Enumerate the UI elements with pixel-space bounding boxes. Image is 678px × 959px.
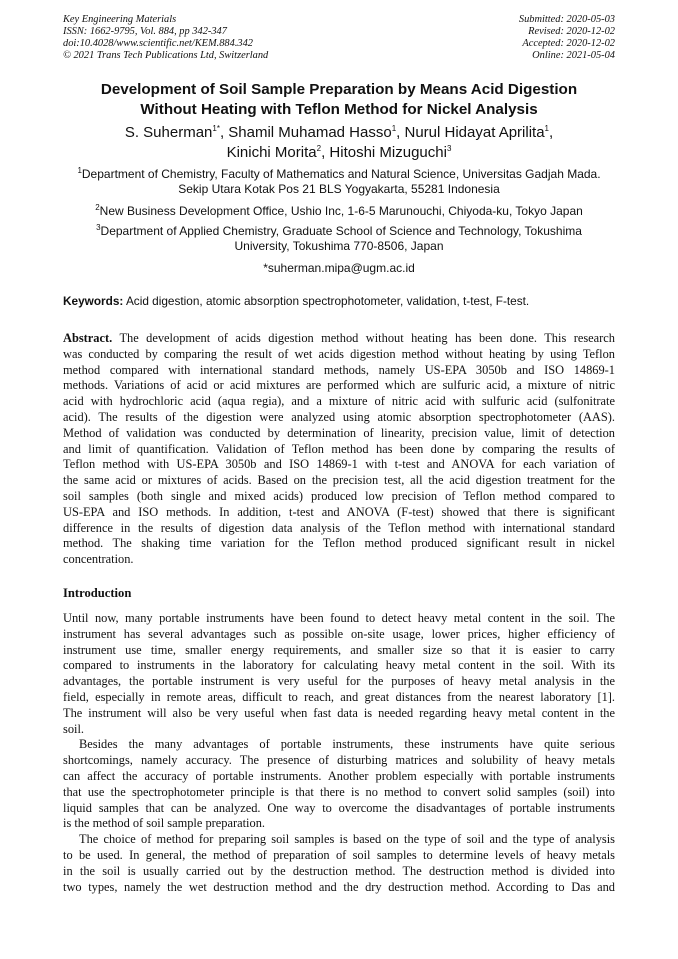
text-line: Besides the many advantages of portable instruments, these instruments have quite serious — [79, 737, 615, 752]
text-line: shortcomings, namely accuracy. The presence of disturbing matrices and solubility of heavy metals — [63, 753, 615, 768]
abstract-line: method compared with international standard methods, namely US-EPA 3050b and ISO 14869-1 — [63, 362, 615, 377]
author-list — [40, 123, 638, 162]
text-line: is the method of soil sample preparation. — [63, 816, 265, 831]
text-line: in the soil is usually carried out by the destruction method. The destruction method is divided into — [63, 863, 615, 878]
text-line: instrument has several advantages such as possible on-site usage, lower prices, higher efficiency of — [63, 626, 615, 641]
introduction-body — [63, 611, 615, 895]
corresponding-email: *suherman.mipa@ugm.ac.id — [263, 261, 415, 275]
abstract-label: Abstract. — [63, 331, 113, 345]
abstract-line: method. The shaking time variation for the Teflon method produced significant result in nickel — [63, 536, 615, 551]
submitted-date: Submitted: 2020-05-03 — [518, 14, 615, 25]
abstract — [63, 331, 615, 568]
dates-info — [519, 14, 615, 62]
text-line: Until now, many portable instruments have been found to detect heavy metal content in the soil. The — [63, 611, 615, 625]
text-line: can affect the accuracy of portable instruments. Another problem especially with portable instruments — [63, 768, 615, 783]
text-line: The instrument will also be very useful when fast data is needed regarding heavy metal content in the — [63, 705, 615, 720]
title-line: Without Heating with Teflon Method for Nickel Analysis — [140, 101, 538, 118]
abstract-line: methods. Variations of acid or acid mixtures are performed which are sulfuric acid, a mixture of nitric — [63, 378, 615, 393]
keywords-text: Acid digestion, atomic absorption spectrophotometer, validation, t-test, F-test. — [123, 294, 530, 308]
affiliation-1: $^1$Department of Chemistry, Faculty of Mathematics and Natural Science, Universitas Gadjah Mada. Sekip Utara Kotak Pos 21 BLS Yogyakarta, 55281 Indonesia — [77, 166, 601, 196]
text-line: instrument use time, smaller energy requirements, and smaller size so that it is easier to carry — [63, 642, 615, 657]
abstract-line: and limit of quantification. Validation of Teflon method has been done by comparing the results of — [63, 441, 615, 456]
copyright: © 2021 Trans Tech Publications Ltd, Switzerland — [63, 50, 269, 61]
text-line: soil. — [63, 721, 84, 736]
text-line: that use the spectrophotometer principle is that there is no method to convert solid samples (soil) into — [63, 784, 615, 799]
title-line: Development of Soil Sample Preparation by Means Acid Digestion — [100, 81, 578, 98]
abstract-line: the same acid or mixtures of acids. Based on the precision test, all the acid digestion treatment for the — [63, 473, 615, 488]
journal-name: Key Engineering Materials — [63, 14, 177, 25]
text-line: compared to instruments in the laboratory for calculating heavy metal content in the soil. With its — [63, 658, 615, 673]
keywords — [63, 294, 529, 308]
issn: ISSN: 1662-9795, Vol. 884, pp 342-347 — [63, 26, 227, 37]
paragraph — [63, 737, 615, 832]
abstract-line: difference in the results of digestion data analysis of the Teflon method with international standard — [63, 520, 615, 535]
affiliation-3: $^3$Department of Applied Chemistry, Graduate School of Science and Technology, Tokushima University, Tokushima 770-8506, Japan — [96, 223, 582, 253]
section-heading-introduction: Introduction — [63, 586, 132, 600]
keywords-label: Keywords: — [63, 294, 124, 308]
journal-info — [63, 14, 268, 62]
abstract-line: acid with hydrochloric acid (aqua regia), and a mixture of nitric acid with sulfuric acid (sulfonitrate — [63, 394, 615, 409]
text-line: advantages, the portable instrument is very useful for the purposes of heavy metal analysis in the — [63, 674, 615, 689]
paragraph — [63, 832, 615, 895]
revised-date: Revised: 2020-12-02 — [528, 26, 615, 37]
text-line: field, especially in remote areas, difficult to reach, and great distances from the nearest laboratory [1]. — [63, 689, 615, 704]
online-date: Online: 2021-05-04 — [532, 50, 615, 61]
author: Hitoshi Mizuguchi$^3$ — [329, 143, 452, 161]
abstract-line: US-EPA and ISO methods. In addition, t-test and ANOVA (F-test) showed that there is significant — [63, 504, 615, 519]
abstract-line: Teflon method with US-EPA 3050b and ISO 14869-1 with t-test and ANOVA for each variation of — [63, 457, 615, 472]
abstract-line: was conducted by comparing the result of wet acids digestion method without heating by using Teflon — [63, 346, 615, 361]
affiliation-2: $^2$New Business Development Office, Ushio Inc, 1-6-5 Marunouchi, Chiyoda-ku, Tokyo Japan — [95, 203, 583, 218]
abstract-line: Abstract. The development of acids digestion method without heating has been done. This research — [63, 331, 615, 345]
abstract-line: concentration. — [63, 552, 134, 567]
text-line: liquid samples that can be analyzed. One way to overcome the disadvantages of portable instruments — [63, 800, 615, 815]
paper-title — [40, 80, 638, 120]
text-line: to be used. In general, the method of preparation of soil samples to determine levels of heavy metals — [63, 847, 615, 862]
accepted-date: Accepted: 2020-12-02 — [522, 38, 615, 49]
paragraph — [63, 611, 615, 737]
abstract-line: soil samples (both single and mixed acids) produced low precision of Teflon method compared to — [63, 488, 615, 503]
text-line: two types, namely the wet destruction method and the dry destruction method. According to Das and — [63, 879, 615, 894]
text-line: The choice of method for preparing soil samples is based on the type of soil and the type of analysis — [79, 832, 615, 847]
author: Nurul Hidayat Aprilita$^1$, — [404, 124, 554, 141]
author: Shamil Muhamad Hasso$^1$, — [228, 124, 405, 141]
author: S. Suherman$^{1*}$, — [124, 124, 229, 141]
author: Kinichi Morita$^2$, — [226, 143, 330, 161]
abstract-line: acid). The results of the digestion were analyzed using atomic absorption spectrophotometer (AAS). — [63, 409, 615, 424]
doi: doi:10.4028/www.scientific.net/KEM.884.342 — [63, 38, 253, 49]
abstract-line: Method of validation was conducted by determination of linearity, precision value, limit of detection — [63, 425, 615, 440]
